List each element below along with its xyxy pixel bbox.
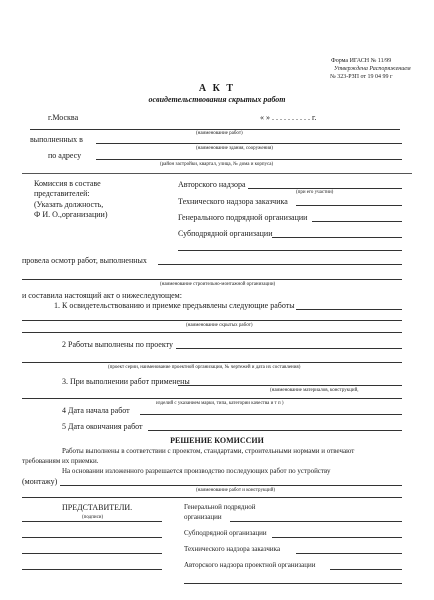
date-template: « » . . . . . . . . . . г. [260,113,317,122]
address-line [96,159,402,160]
item5-label: 5 Дата окончания работ [62,422,143,431]
work-name-hint: (наименование работ) [196,131,243,136]
org-hint: (наименование строительно-монтажной организации) [160,282,276,287]
sig-general-line [230,521,402,522]
performed-in-label: выполненных в [30,135,83,144]
address-label: по адресу [48,151,82,160]
general-contractor-line [312,221,402,222]
commission-label-3: (Указать должность, [34,200,104,209]
subcontractor-label: Субподрядной организации [178,229,273,238]
subcontractor-line [272,237,402,238]
approval-note: Утверждена Распоряжением [334,66,411,72]
item4-label: 4 Дата начала работ [62,406,130,415]
author-supervision-label: Авторского надзора [178,180,246,189]
sig-general-line-left [22,521,162,522]
building-line [96,143,402,144]
item1-label: 1. К освидетельствованию и приемке предъявлены следующие работы [54,301,295,310]
commission-label-4: Ф И. О.,организации) [34,210,108,219]
tech-supervision-line [296,205,402,206]
conducted-label: провела осмотр работ, выполненных [22,256,147,265]
decision-para-1: Работы выполнены в соответствии с проектом, стандартами, строительными нормами и отвечают [62,447,355,455]
mounting-hint: (наименование работ и конструкций) [196,488,276,493]
representatives-label: ПРЕДСТАВИТЕЛИ. [62,503,133,512]
mounting-line-2 [22,497,402,498]
item2-hint: (проект серии, наименование проектной организации, № чертежей и дата их составления) [108,365,301,370]
item3-hint-2: изделий с указанием марки, типа, категории качества и т п ) [156,401,284,406]
item3-line-2 [22,398,402,399]
approval-number: № 323-РЗП от 19 04 99 г [330,74,393,80]
item2-label: 2 Работы выполнены по проекту [62,340,174,349]
decision-para-1b: требованиям их приемки. [22,457,99,465]
sig-author-line-2 [184,583,402,584]
form-number: Форма ИГАСН № 11/99 [331,58,392,64]
sig-tech-line-left [22,553,162,554]
sig-general-label-2: организации [184,513,222,521]
item2-line [176,348,402,349]
commission-label-1: Комиссия в составе [34,179,101,188]
sig-subcontract-line-left [22,537,162,538]
act-subtitle: освидетельствования скрытых работ [148,95,286,104]
sig-subcontract-label: Субподрядной организации [184,529,267,537]
mounting-line [60,485,402,486]
decision-para-2: На основании изложенного разрешается производство последующих работ по устройству [62,467,331,475]
author-hint: (при его участии) [296,190,334,195]
author-supervision-line [248,188,402,189]
decision-heading: РЕШЕНИЕ КОМИССИИ [170,436,264,445]
commission-extra-line [178,250,402,251]
act-title: А К Т [198,83,236,94]
end-date-line [148,430,402,431]
item3-line [178,385,402,386]
sig-general-label-1: Генеральной подрядной [184,503,256,511]
tech-supervision-label: Технического надзора заказчика [178,197,288,206]
conducted-line [158,264,402,265]
work-name-line [30,129,400,130]
building-hint: (наименование здания, сооружения) [196,146,273,151]
sig-author-label: Авторского надзора проектной организации [184,561,316,569]
sig-subcontract-line [272,537,402,538]
section-divider [22,173,412,174]
item1-line-2 [22,320,402,321]
general-contractor-label: Генерального подрядной организации [178,213,308,222]
commission-label-2: представителей: [34,189,90,198]
item1-hint: (наименование скрытых работ) [186,323,253,328]
org-line [22,279,402,280]
drew-up-label: и составила настоящий акт о нижеследующем: [22,291,182,300]
item3-label: 3. При выполнении работ применены [62,377,190,386]
city: г.Москва [48,113,79,122]
address-hint: (район застройки, квартал, улица, № дома и корпуса) [160,162,274,167]
sig-tech-label: Технического надзора заказчика [184,545,281,553]
mounting-label: (монтажу) [22,477,58,486]
sig-author-line [330,569,402,570]
sig-tech-line [296,553,402,554]
item1-line [296,309,402,310]
item3-hint-1: (наименование материалов, конструкций, [270,388,359,393]
sig-author-line-left [22,569,162,570]
item1-line-3 [22,332,402,333]
sign-hint: (подписи) [82,515,104,520]
start-date-line [140,414,402,415]
item2-line-2 [22,362,402,363]
